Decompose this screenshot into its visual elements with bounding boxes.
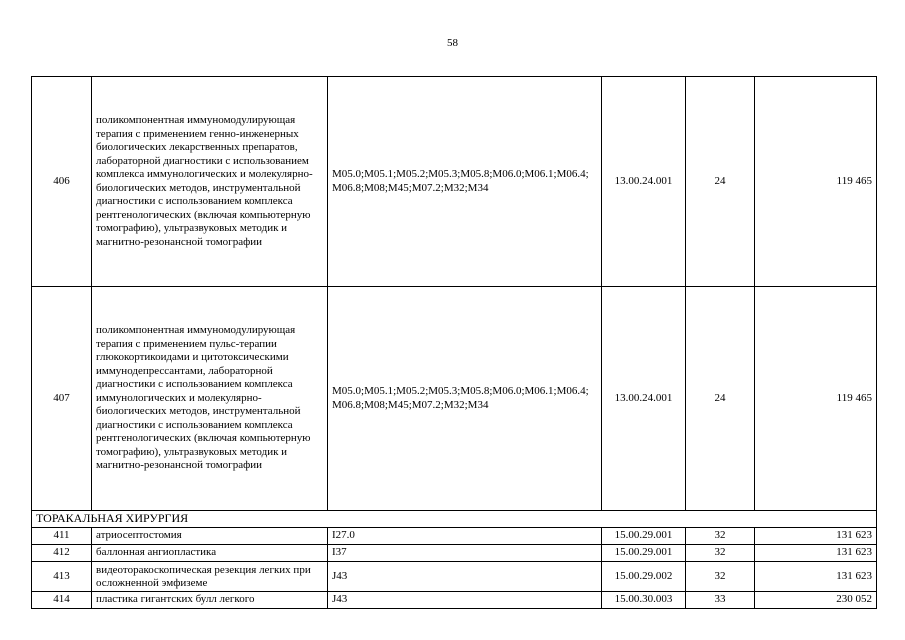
group-code: 15.00.29.001 [602, 528, 686, 545]
section-header-row [32, 511, 877, 528]
page-number: 58 [447, 37, 458, 49]
group-code: 13.00.24.001 [602, 77, 686, 287]
cost: 119 465 [755, 77, 877, 287]
row-number: 406 [32, 77, 92, 287]
diagnosis-codes: J43 [328, 562, 602, 592]
section-title: ТОРАКАЛЬНАЯ ХИРУРГИЯ [32, 511, 877, 528]
model-number: 33 [686, 592, 755, 609]
method-description: баллонная ангиопластика [92, 545, 328, 562]
cost: 131 623 [755, 562, 877, 592]
cost: 131 623 [755, 545, 877, 562]
method-description: поликомпонентная иммуномодулирующая терапия с применением генно-инженерных биологических лекарственных препаратов, лабораторной диагностики с использованием комплекса иммунологических и молекулярно-биологических методов, инструментальной диагностики с использованием комплекса рентгенологических (включая компьютерную томографию), ультразвуковых методик и магнитно-резонансной томографии [92, 77, 328, 287]
model-number: 24 [686, 287, 755, 511]
cost: 119 465 [755, 287, 877, 511]
diagnosis-codes: M05.0;M05.1;M05.2;M05.3;M05.8;M06.0;M06.1;M06.4;M06.8;M08;M45;M07.2;M32;M34 [328, 287, 602, 511]
diagnosis-codes: J43 [328, 592, 602, 609]
group-code: 13.00.24.001 [602, 287, 686, 511]
method-description: видеоторакоскопическая резекция легких при осложненной эмфиземе [92, 562, 328, 592]
model-number: 32 [686, 545, 755, 562]
diagnosis-codes: I37 [328, 545, 602, 562]
row-number: 412 [32, 545, 92, 562]
tariff-table [31, 76, 877, 609]
table-row [32, 562, 877, 592]
row-number: 411 [32, 528, 92, 545]
method-description: поликомпонентная иммуномодулирующая терапия с применением пульс-терапии глюкокортикоидами и цитотоксическими иммунодепрессантами, лабораторной диагностики с использованием комплекса иммунологических и молекулярно-биологических методов, инструментальной диагностики с использованием комплекса рентгенологических (включая компьютерную томографию), ультразвуковых методик и магнитно-резонансной томографии [92, 287, 328, 511]
group-code: 15.00.29.002 [602, 562, 686, 592]
cost: 230 052 [755, 592, 877, 609]
table-row [32, 77, 877, 287]
model-number: 32 [686, 528, 755, 545]
model-number: 24 [686, 77, 755, 287]
cost: 131 623 [755, 528, 877, 545]
table-row [32, 287, 877, 511]
method-description: атриосептостомия [92, 528, 328, 545]
diagnosis-codes: M05.0;M05.1;M05.2;M05.3;M05.8;M06.0;M06.1;M06.4;M06.8;M08;M45;M07.2;M32;M34 [328, 77, 602, 287]
table-row [32, 545, 877, 562]
group-code: 15.00.29.001 [602, 545, 686, 562]
row-number: 414 [32, 592, 92, 609]
method-description: пластика гигантских булл легкого [92, 592, 328, 609]
table-row [32, 592, 877, 609]
group-code: 15.00.30.003 [602, 592, 686, 609]
row-number: 407 [32, 287, 92, 511]
table-row [32, 528, 877, 545]
model-number: 32 [686, 562, 755, 592]
row-number: 413 [32, 562, 92, 592]
diagnosis-codes: I27.0 [328, 528, 602, 545]
